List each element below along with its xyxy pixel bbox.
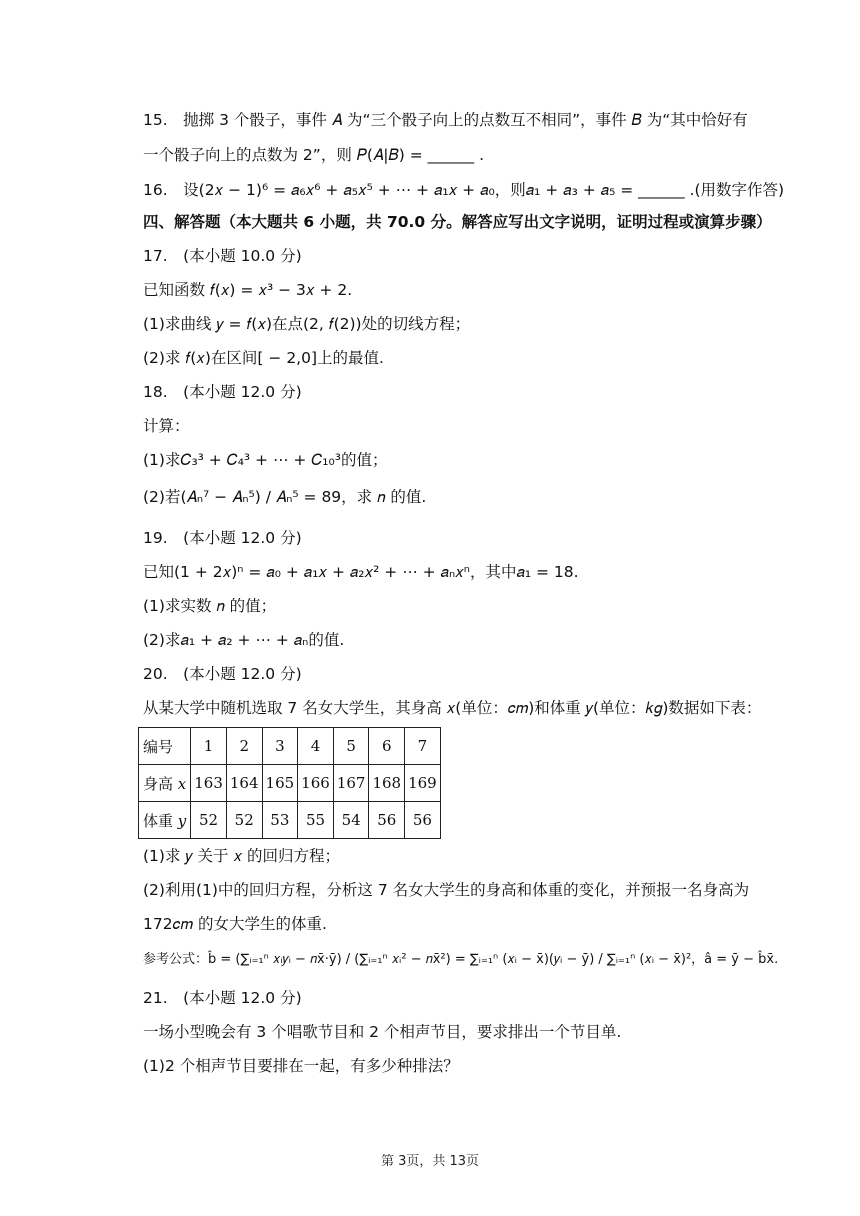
table-cell: 52 [226, 802, 262, 839]
table-cell: 2 [226, 728, 262, 765]
q18-part1: (1)求𝐶₃³ + 𝐶₄³ + ⋯ + 𝐶₁₀³的值； [143, 451, 388, 469]
q21-stem: 一场小型晚会有 3 个唱歌节目和 2 个相声节目，要求排出一个节目单. [143, 1023, 622, 1041]
table-cell: 53 [262, 802, 298, 839]
q17-part1: (1)求曲线 𝑦 = 𝑓(𝑥)在点(2, 𝑓(2))处的切线方程； [143, 315, 471, 333]
q15-line1: 15. 抛掷 3 个骰子，事件 𝐴 为“三个骰子向上的点数互不相同”，事件 𝐵 为“其中恰好有 [143, 111, 748, 129]
table-cell: 1 [191, 728, 227, 765]
page-footer: 第 3页，共 13页 [380, 1154, 480, 1169]
table-cell: 7 [405, 728, 441, 765]
q20-part1: (1)求 𝑦 关于 𝑥 的回归方程； [143, 847, 341, 865]
q20-part2-cont: 172𝑐𝑚 的女大学生的体重. [143, 915, 327, 933]
q15-line2: 一个骰子向上的点数为 2”，则 𝑃(𝐴|𝐵) = ______ . [143, 146, 485, 164]
table-cell: 167 [333, 765, 369, 802]
table-cell: 3 [262, 728, 298, 765]
q20-reference-formula: 参考公式：b̂ = (∑ᵢ₌₁ⁿ 𝑥ᵢ𝑦ᵢ − 𝑛x̄·ȳ) / (∑ᵢ₌₁ⁿ 𝑥ᵢ² − 𝑛x̄²) = ∑ᵢ₌₁ⁿ (𝑥ᵢ − x̄)(𝑦ᵢ − ȳ) / ∑ᵢ₌₁ⁿ (𝑥ᵢ − x̄)²，â = ȳ − b̂x̄. [143, 952, 779, 967]
table-cell: 56 [405, 802, 441, 839]
q21-header: 21. (本小题 12.0 分) [143, 989, 302, 1007]
q19-stem: 已知(1 + 2𝑥)ⁿ = 𝑎₀ + 𝑎₁𝑥 + 𝑎₂𝑥² + ⋯ + 𝑎ₙ𝑥ⁿ，其中𝑎₁ = 18. [143, 563, 579, 581]
table-cell: 4 [298, 728, 334, 765]
q18-stem: 计算： [143, 417, 190, 435]
q16: 16. 设(2𝑥 − 1)⁶ = 𝑎₆𝑥⁶ + 𝑎₅𝑥⁵ + ⋯ + 𝑎₁𝑥 + 𝑎₀，则𝑎₁ + 𝑎₃ + 𝑎₅ = ______ .(用数字作答) [143, 181, 785, 199]
q21-part1: (1)2 个相声节目要排在一起，有多少种排法？ [143, 1057, 459, 1075]
q18-part2: (2)若(𝐴ₙ⁷ − 𝐴ₙ⁵) / 𝐴ₙ⁵ = 89，求 𝑛 的值. [143, 488, 427, 506]
data-table [138, 727, 441, 839]
table-cell: 168 [369, 765, 405, 802]
q20-stem: 从某大学中随机选取 7 名女大学生，其身高 𝑥(单位：𝑐𝑚)和体重 𝑦(单位：𝑘𝑔)数据如下表： [143, 699, 762, 717]
q19-part2: (2)求𝑎₁ + 𝑎₂ + ⋯ + 𝑎ₙ的值. [143, 631, 345, 649]
q17-stem: 已知函数 𝑓(𝑥) = 𝑥³ − 3𝑥 + 2. [143, 281, 353, 299]
table-row-height [139, 765, 441, 802]
section-heading: 四、解答题（本大题共 6 小题，共 70.0 分。解答应写出文字说明，证明过程或演算步骤） [143, 213, 772, 231]
table-cell: 169 [405, 765, 441, 802]
table-cell: 5 [333, 728, 369, 765]
table-cell: 54 [333, 802, 369, 839]
q19-part1: (1)求实数 𝑛 的值； [143, 597, 277, 615]
table-cell: 55 [298, 802, 334, 839]
table-cell: 163 [191, 765, 227, 802]
q17-part2: (2)求 𝑓(𝑥)在区间[ − 2,0]上的最值. [143, 349, 384, 367]
q18-header: 18. (本小题 12.0 分) [143, 383, 302, 401]
table-row-header [139, 728, 441, 765]
q20-header: 20. (本小题 12.0 分) [143, 665, 302, 683]
table-cell: 52 [191, 802, 227, 839]
q19-header: 19. (本小题 12.0 分) [143, 529, 302, 547]
q20-part2: (2)利用(1)中的回归方程，分析这 7 名女大学生的身高和体重的变化，并预报一名身高为 [143, 881, 750, 899]
table-cell: 166 [298, 765, 334, 802]
table-cell: 6 [369, 728, 405, 765]
table-cell: 编号 [139, 728, 191, 765]
table-cell: 体重 𝑦 [139, 802, 191, 839]
table-cell: 165 [262, 765, 298, 802]
q17-header: 17. (本小题 10.0 分) [143, 247, 302, 265]
table-cell: 56 [369, 802, 405, 839]
table-cell: 身高 𝑥 [139, 765, 191, 802]
table-row-weight [139, 802, 441, 839]
table-cell: 164 [226, 765, 262, 802]
